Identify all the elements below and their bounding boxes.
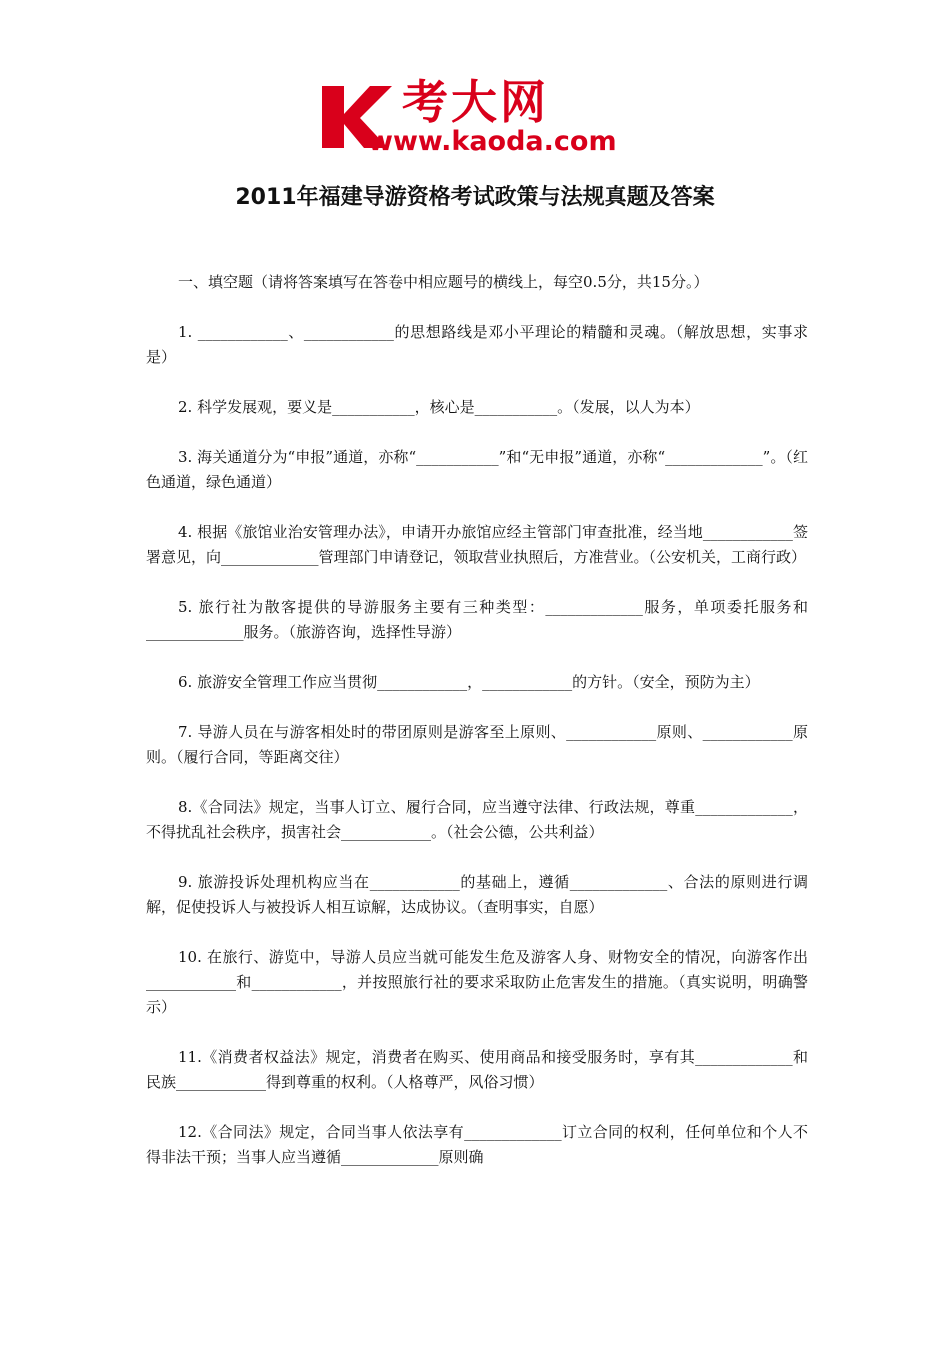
question-9: 9. 旅游投诉处理机构应当在____________的基础上，遵循_____________、合法的原则进行调解，促使投诉人与被投诉人相互谅解，达成协议。（查明事实，自愿） [146, 873, 808, 916]
kaoda-logo [318, 75, 638, 160]
question-11: 11.《消费者权益法》规定，消费者在购买、使用商品和接受服务时，享有其_____________和民族____________得到尊重的权利。（人格尊严，风俗习惯） [146, 1048, 808, 1091]
logo-brand-text: 考大网 [402, 75, 549, 129]
question-8: 8.《合同法》规定，当事人订立、履行合同，应当遵守法律、行政法规，尊重_____________，不得扰乱社会秩序，损害社会____________。（社会公德，公共利益） [146, 798, 808, 841]
question-4: 4. 根据《旅馆业治安管理办法》，申请开办旅馆应经主管部门审查批准，经当地____________签署意见，向_____________管理部门申请登记，领取营业执照后，方准营业。（公安机关，工商行政） [146, 523, 808, 566]
page-title: 2011年福建导游资格考试政策与法规真题及答案 [235, 185, 715, 210]
section-heading: 一、填空题（请将答案填写在答卷中相应题号的横线上，每空0.5分，共15分。） [178, 273, 709, 291]
question-3: 3. 海关通道分为“申报”通道，亦称“___________”和“无申报”通道，亦称“_____________”。（红色通道，绿色通道） [146, 448, 808, 491]
question-1: 1. ____________、____________的思想路线是邓小平理论的精髓和灵魂。（解放思想，实事求是） [146, 323, 808, 366]
logo-url-text: www.kaoda.com [368, 126, 617, 157]
question-10: 10. 在旅行、游览中，导游人员应当就可能发生危及游客人身、财物安全的情况，向游客作出____________和____________，并按照旅行社的要求采取防止危害发生的措施。（真实说明，明确警示） [146, 948, 808, 1016]
question-12: 12.《合同法》规定，合同当事人依法享有_____________订立合同的权利，任何单位和个人不得非法干预；当事人应当遵循_____________原则确 [146, 1123, 808, 1166]
document-body [146, 270, 808, 1195]
question-6: 6. 旅游安全管理工作应当贯彻____________，____________的方针。（安全，预防为主） [178, 673, 760, 691]
question-2: 2. 科学发展观，要义是___________，核心是___________。（发展，以人为本） [178, 398, 700, 416]
question-5: 5. 旅行社为散客提供的导游服务主要有三种类型：_____________服务，单项委托服务和_____________服务。（旅游咨询，选择性导游） [146, 598, 808, 641]
question-7: 7. 导游人员在与游客相处时的带团原则是游客至上原则、____________原则、____________原则。（履行合同，等距离交往） [146, 723, 808, 766]
